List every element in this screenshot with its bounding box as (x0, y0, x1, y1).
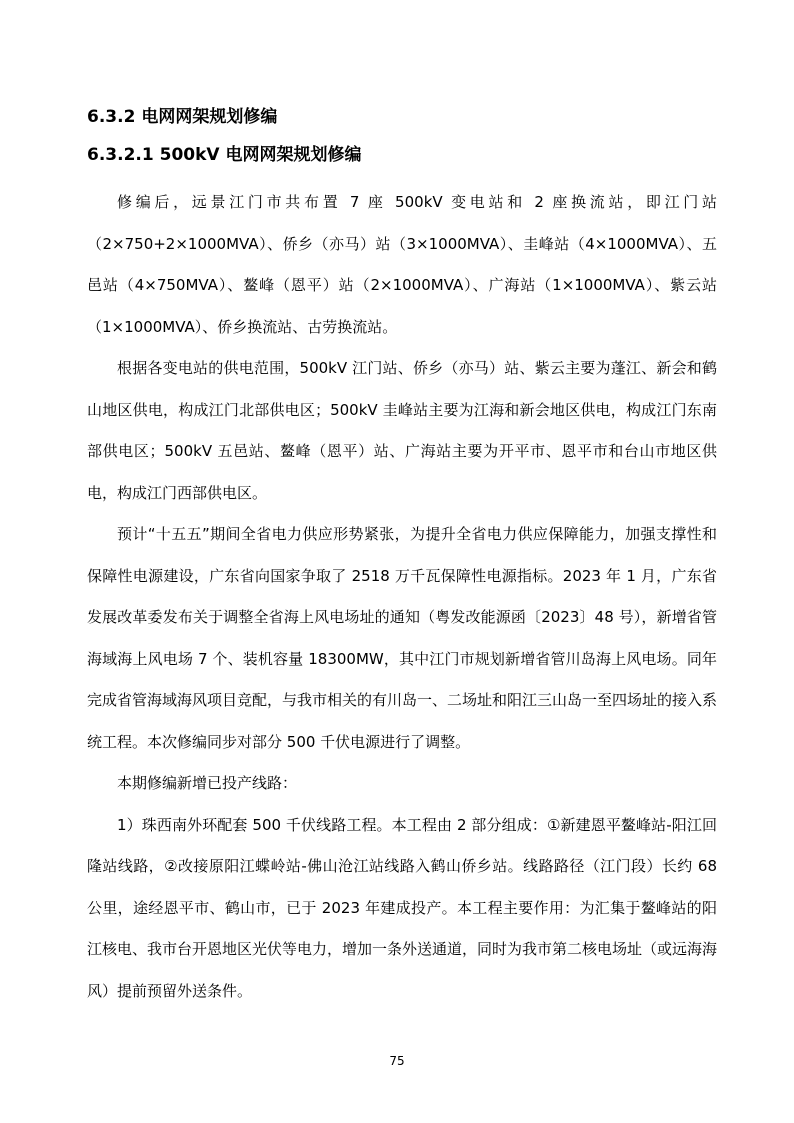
page-number: 75 (389, 1054, 405, 1068)
paragraph: 预计“十五五”期间全省电力供应形势紧张，为提升全省电力供应保障能力，加强支撑性和保障性电源建设，广东省向国家争取了 2518 万千瓦保障性电源指标。2023 年 1 月，广东省发展改革委发布关于调整全省海上风电场址的通知（粤发改能源函〔2023〕48 号），新增省管海域海上风电场 7 个、装机容量 18300MW，其中江门市规划新增省管川岛海上风电场。同年完成省管海域海风项目竞配，与我市相关的有川岛一、二场址和阳江三山岛一至四场址的接入系统工程。本次修编同步对部分 500 千伏电源进行了调整。 (87, 525, 718, 751)
document-page (87, 98, 717, 1012)
subsection-title: 500kV 电网网架规划修编 (159, 145, 362, 165)
subsection-number: 6.3.2.1 (87, 145, 154, 165)
section-number: 6.3.2 (87, 107, 136, 127)
paragraph: 修编后，远景江门市共布置 7 座 500kV 变电站和 2 座换流站，即江门站（2×750+2×1000MVA）、侨乡（亦马）站（3×1000MVA）、圭峰站（4×1000MVA）、五邑站（4×750MVA）、鳌峰（恩平）站（2×1000MVA）、广海站（1×1000MVA）、紫云站（1×1000MVA）、侨乡换流站、古劳换流站。 (87, 193, 717, 336)
section-title: 电网网架规划修编 (141, 107, 278, 127)
paragraph: 根据各变电站的供电范围，500kV 江门站、侨乡（亦马）站、紫云主要为蓬江、新会和鹤山地区供电，构成江门北部供电区；500kV 圭峰站主要为江海和新会地区供电，构成江门东南部供电区；500kV 五邑站、鳌峰（恩平）站、广海站主要为开平市、恩平市和台山市地区供电，构成江门西部供电区。 (87, 359, 717, 502)
paragraph: 本期修编新增已投产线路： (117, 774, 298, 792)
paragraph: 1）珠西南外环配套 500 千伏线路工程。本工程由 2 部分组成：①新建恩平鳌峰站-阳江回隆站线路，②改接原阳江蝶岭站-佛山沧江站线路入鹤山侨乡站。线路路径（江门段）长约 68 公里，途经恩平市、鹤山市，已于 2023 年建成投产。本工程主要作用：为汇集于鳌峰站的阳江核电、我市台开恩地区光伏等电力，增加一条外送通道，同时为我市第二核电场址（或远海海风）提前预留外送条件。 (87, 815, 718, 1000)
subsection-heading (87, 136, 717, 174)
section-heading (87, 98, 717, 136)
